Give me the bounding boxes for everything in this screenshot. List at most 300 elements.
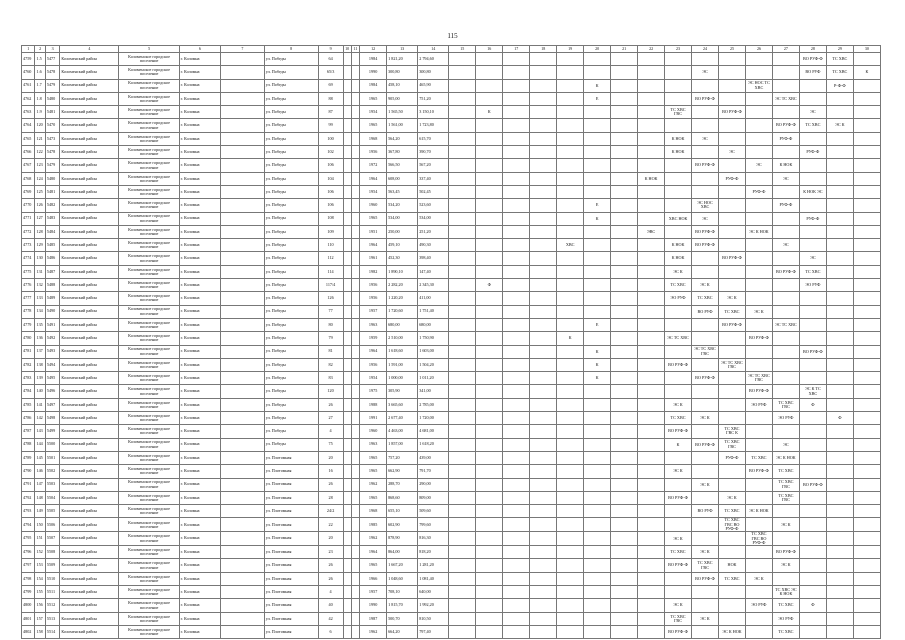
table-cell: 148	[35, 491, 45, 504]
table-cell	[584, 559, 611, 572]
table-cell	[665, 586, 692, 599]
table-row	[22, 239, 881, 252]
table-cell	[745, 438, 772, 451]
table-cell	[638, 53, 665, 66]
table-cell	[665, 372, 692, 385]
table-cell: 4792	[22, 491, 35, 504]
table-cell	[853, 172, 880, 185]
table-cell	[449, 358, 476, 371]
table-cell	[638, 425, 665, 438]
table-cell: Коломенское городское поселение	[119, 559, 179, 572]
table-cell	[611, 612, 638, 625]
table-cell	[503, 532, 530, 546]
table-cell: 5514	[45, 625, 60, 638]
table-cell	[665, 199, 692, 212]
table-cell: ЭС К	[665, 265, 692, 278]
table-cell	[221, 106, 265, 119]
table-cell	[772, 345, 799, 358]
table-cell	[221, 252, 265, 265]
table-cell	[351, 478, 359, 491]
table-cell	[692, 265, 719, 278]
table-cell	[853, 279, 880, 292]
table-cell: 79	[318, 332, 343, 345]
table-cell	[557, 119, 584, 132]
table-cell	[503, 345, 530, 358]
table-cell	[221, 225, 265, 238]
table-cell	[503, 172, 530, 185]
table-cell	[351, 252, 359, 265]
table-cell	[826, 438, 853, 451]
table-cell: Коломенский район	[60, 119, 119, 132]
table-cell: Коломенское городское поселение	[119, 265, 179, 278]
table-cell	[557, 305, 584, 318]
table-cell	[853, 358, 880, 371]
table-cell	[557, 612, 584, 625]
table-cell	[745, 318, 772, 331]
table-cell: 5486	[45, 252, 60, 265]
table-cell	[611, 66, 638, 79]
table-cell	[745, 358, 772, 371]
table-cell: ВО РУФ-Ф	[772, 119, 799, 132]
table-cell	[557, 372, 584, 385]
table-cell: 878,90	[387, 532, 418, 546]
table-cell	[503, 625, 530, 638]
table-cell: Коломенское городское поселение	[119, 159, 179, 172]
table-cell	[503, 265, 530, 278]
table-cell	[826, 106, 853, 119]
table-cell: 1 890,10	[387, 265, 418, 278]
table-cell: 1984	[360, 53, 387, 66]
table-cell: 5503	[45, 478, 60, 491]
table-cell: Коломенское городское поселение	[119, 92, 179, 105]
table-cell: 305,90	[387, 385, 418, 398]
table-cell	[853, 146, 880, 159]
table-cell	[221, 53, 265, 66]
table-cell	[638, 478, 665, 491]
table-cell	[351, 146, 359, 159]
table-cell: 5505	[45, 505, 60, 518]
table-row	[22, 252, 881, 265]
table-cell	[718, 119, 745, 132]
table-cell: 5496	[45, 385, 60, 398]
table-cell: 390,70	[418, 146, 449, 159]
table-cell: г. Коломна	[179, 159, 220, 172]
table-cell: ТС ХВС	[745, 451, 772, 464]
table-cell: 1957	[360, 586, 387, 599]
table-cell	[343, 292, 351, 305]
table-cell: 1951	[360, 225, 387, 238]
table-cell: г. Коломна	[179, 438, 220, 451]
column-number: 8	[264, 46, 318, 53]
table-cell	[638, 505, 665, 518]
table-cell: 4783	[22, 372, 35, 385]
table-cell: 5499	[45, 425, 60, 438]
table-cell	[826, 358, 853, 371]
table-cell: 109	[318, 225, 343, 238]
table-cell: 1984	[360, 79, 387, 92]
table-cell	[853, 239, 880, 252]
table-cell: г. Коломна	[179, 358, 220, 371]
table-cell	[343, 212, 351, 225]
table-cell: ВО РУФ-Ф	[718, 106, 745, 119]
table-cell	[826, 239, 853, 252]
table-cell	[503, 212, 530, 225]
table-cell: 1.6	[35, 66, 45, 79]
table-cell	[665, 92, 692, 105]
table-cell	[530, 119, 557, 132]
table-cell	[530, 66, 557, 79]
table-cell	[584, 159, 611, 172]
table-cell	[692, 398, 719, 411]
table-cell: 69	[318, 79, 343, 92]
column-number: 1	[22, 46, 35, 53]
table-cell	[692, 53, 719, 66]
table-cell	[718, 612, 745, 625]
table-row	[22, 398, 881, 411]
table-cell: 4761	[22, 79, 35, 92]
table-cell: 146	[35, 465, 45, 478]
table-cell	[853, 532, 880, 546]
column-number: 27	[772, 46, 799, 53]
table-cell: г. Коломна	[179, 559, 220, 572]
table-cell: РУФ-Ф	[718, 451, 745, 464]
table-cell	[221, 546, 265, 559]
table-row	[22, 119, 881, 132]
table-cell	[557, 451, 584, 464]
table-cell: Коломенское городское поселение	[119, 372, 179, 385]
table-cell: Коломенский район	[60, 465, 119, 478]
table-cell	[221, 146, 265, 159]
table-cell	[745, 491, 772, 504]
table-cell: Коломенское городское поселение	[119, 438, 179, 451]
table-cell: К	[584, 345, 611, 358]
table-row	[22, 372, 881, 385]
table-cell	[853, 332, 880, 345]
table-cell	[557, 172, 584, 185]
column-number: 22	[638, 46, 665, 53]
table-cell: 65/3	[318, 66, 343, 79]
table-cell	[351, 79, 359, 92]
table-cell: 1963	[360, 318, 387, 331]
table-cell	[853, 491, 880, 504]
table-cell	[584, 292, 611, 305]
table-cell	[611, 372, 638, 385]
table-cell	[826, 92, 853, 105]
table-cell	[503, 132, 530, 145]
table-cell	[449, 106, 476, 119]
table-cell: ТС ХВС	[772, 465, 799, 478]
table-cell	[476, 572, 503, 585]
table-cell: г. Коломна	[179, 385, 220, 398]
table-cell: ЭО РУФ	[745, 599, 772, 612]
table-cell	[476, 599, 503, 612]
table-cell: ул. Победы	[264, 199, 318, 212]
table-cell: 144	[35, 438, 45, 451]
table-cell: 4790	[22, 465, 35, 478]
table-cell: 905,00	[387, 92, 418, 105]
table-cell: ЭС К	[665, 465, 692, 478]
table-cell: г. Коломна	[179, 132, 220, 145]
table-cell	[449, 572, 476, 585]
table-cell: г. Коломна	[179, 625, 220, 638]
table-cell	[449, 465, 476, 478]
table-cell	[826, 132, 853, 145]
table-cell: 2 794,60	[418, 53, 449, 66]
table-cell	[503, 385, 530, 398]
table-cell	[826, 425, 853, 438]
table-cell	[611, 79, 638, 92]
table-cell: 4779	[22, 318, 35, 331]
table-cell: 1956	[360, 146, 387, 159]
table-cell: 5491	[45, 318, 60, 331]
table-cell: г. Коломна	[179, 79, 220, 92]
table-cell	[718, 185, 745, 198]
table-cell: Коломенский район	[60, 185, 119, 198]
table-cell	[799, 239, 826, 252]
table-cell: 4785	[22, 398, 35, 411]
table-cell	[826, 252, 853, 265]
table-cell	[449, 79, 476, 92]
table-cell	[611, 318, 638, 331]
table-cell	[530, 546, 557, 559]
table-cell	[772, 279, 799, 292]
table-cell	[351, 532, 359, 546]
table-cell	[449, 586, 476, 599]
table-cell	[745, 172, 772, 185]
table-cell: ТС ХВС	[799, 119, 826, 132]
table-cell	[665, 478, 692, 491]
table-cell: 2 785,00	[418, 398, 449, 411]
table-cell	[745, 199, 772, 212]
table-cell	[826, 546, 853, 559]
table-cell: 152	[35, 546, 45, 559]
table-cell: 5477	[45, 53, 60, 66]
table-cell	[772, 572, 799, 585]
table-cell	[718, 279, 745, 292]
table-cell: 864,00	[387, 546, 418, 559]
table-cell: Коломенское городское поселение	[119, 572, 179, 585]
table-cell: ЭО РУФ	[772, 412, 799, 425]
table-cell: К НОК	[638, 172, 665, 185]
table-row	[22, 546, 881, 559]
table-cell: 1 815,70	[387, 599, 418, 612]
table-cell	[530, 106, 557, 119]
table-cell	[853, 412, 880, 425]
table-cell	[557, 599, 584, 612]
table-cell: ТС ХВС ГВС	[772, 478, 799, 491]
table-cell: Коломенский район	[60, 438, 119, 451]
table-cell: 26	[318, 572, 343, 585]
table-cell: Коломенское городское поселение	[119, 146, 179, 159]
table-cell	[476, 586, 503, 599]
table-cell	[584, 532, 611, 546]
table-cell	[221, 185, 265, 198]
table-cell	[557, 292, 584, 305]
table-cell	[530, 586, 557, 599]
table-cell: 141	[35, 398, 45, 411]
table-cell: 4797	[22, 559, 35, 572]
table-cell	[530, 199, 557, 212]
table-cell: ЭС НОС ТС ХВС	[745, 79, 772, 92]
table-cell	[221, 586, 265, 599]
table-cell: ЭС К НОК	[772, 451, 799, 464]
table-row	[22, 385, 881, 398]
table-cell	[476, 292, 503, 305]
column-number: 9	[318, 46, 343, 53]
table-cell	[853, 106, 880, 119]
table-cell: Ф	[799, 398, 826, 411]
table-cell	[449, 518, 476, 532]
table-cell	[557, 425, 584, 438]
table-cell: 4767	[22, 159, 35, 172]
table-cell: 411,00	[418, 292, 449, 305]
table-cell	[351, 518, 359, 532]
table-cell: Коломенское городское поселение	[119, 185, 179, 198]
table-cell	[351, 599, 359, 612]
table-cell	[718, 465, 745, 478]
table-cell: 1965	[360, 491, 387, 504]
table-cell: К	[584, 372, 611, 385]
table-cell: ВО РУФ-Ф	[799, 53, 826, 66]
table-cell: 4765	[22, 132, 35, 145]
table-cell	[853, 559, 880, 572]
table-row	[22, 292, 881, 305]
table-cell	[557, 532, 584, 546]
table-cell: ТС ХВС ЭС К НОК	[772, 586, 799, 599]
table-cell: ул. Плотомная	[264, 625, 318, 638]
table-cell: 20	[318, 532, 343, 546]
table-row	[22, 586, 881, 599]
table-cell	[221, 265, 265, 278]
table-cell	[503, 612, 530, 625]
table-cell: Коломенский район	[60, 385, 119, 398]
table-cell	[584, 279, 611, 292]
table-row	[22, 599, 881, 612]
table-cell	[665, 505, 692, 518]
table-cell: 1968	[360, 132, 387, 145]
table-cell	[826, 146, 853, 159]
table-cell: ЭС ТС ХВС	[665, 332, 692, 345]
table-cell	[503, 239, 530, 252]
table-cell	[584, 586, 611, 599]
table-cell	[745, 106, 772, 119]
table-cell: 288,70	[387, 478, 418, 491]
table-cell	[718, 599, 745, 612]
table-cell: 23	[318, 546, 343, 559]
table-cell	[745, 92, 772, 105]
table-cell	[665, 53, 692, 66]
table-cell: 4801	[22, 612, 35, 625]
table-cell: Коломенское городское поселение	[119, 398, 179, 411]
table-cell: 151	[35, 532, 45, 546]
table-cell	[638, 546, 665, 559]
table-cell: 147	[35, 478, 45, 491]
table-row	[22, 518, 881, 532]
table-cell	[530, 612, 557, 625]
table-cell: Ф	[476, 279, 503, 292]
table-cell	[343, 532, 351, 546]
table-cell	[718, 225, 745, 238]
table-cell	[799, 412, 826, 425]
table-cell	[826, 398, 853, 411]
table-cell: 81	[318, 345, 343, 358]
column-number: 2	[35, 46, 45, 53]
table-cell	[826, 599, 853, 612]
table-cell: 1964	[360, 239, 387, 252]
table-cell	[530, 225, 557, 238]
table-cell: 251,20	[418, 225, 449, 238]
table-cell	[611, 279, 638, 292]
table-cell	[503, 372, 530, 385]
table-cell	[449, 66, 476, 79]
table-cell	[638, 465, 665, 478]
table-cell: 5478	[45, 66, 60, 79]
table-cell: ВО РУФ-Ф	[692, 372, 719, 385]
table-cell	[503, 318, 530, 331]
table-cell	[343, 146, 351, 159]
table-cell: К	[853, 66, 880, 79]
table-cell	[799, 612, 826, 625]
table-cell	[449, 438, 476, 451]
table-cell: 120	[35, 119, 45, 132]
table-cell: 108	[318, 212, 343, 225]
table-cell	[343, 119, 351, 132]
table-cell	[351, 451, 359, 464]
table-cell: Коломенское городское поселение	[119, 132, 179, 145]
table-cell: 708,10	[387, 586, 418, 599]
table-cell	[530, 372, 557, 385]
table-cell	[221, 478, 265, 491]
table-cell	[343, 279, 351, 292]
table-row	[22, 491, 881, 504]
table-cell	[343, 185, 351, 198]
table-cell	[692, 318, 719, 331]
table-cell	[826, 518, 853, 532]
table-cell	[799, 425, 826, 438]
table-cell	[611, 532, 638, 546]
table-cell	[503, 358, 530, 371]
table-cell	[853, 212, 880, 225]
table-cell	[351, 159, 359, 172]
table-cell: ул. Победы	[264, 106, 318, 119]
table-cell: 28	[318, 491, 343, 504]
table-cell	[718, 212, 745, 225]
table-cell	[530, 385, 557, 398]
table-cell	[503, 451, 530, 464]
table-cell: 5488	[45, 279, 60, 292]
column-number: 13	[387, 46, 418, 53]
table-cell: 1 591,00	[387, 358, 418, 371]
register-table	[21, 45, 881, 639]
table-row	[22, 358, 881, 371]
table-cell: 4774	[22, 252, 35, 265]
table-cell: ЭС	[692, 132, 719, 145]
table-cell	[351, 66, 359, 79]
table-cell	[476, 612, 503, 625]
table-cell: ВО РУФ-Ф	[718, 252, 745, 265]
table-cell: ТС ХВС ГВС К	[718, 425, 745, 438]
column-number: 16	[476, 46, 503, 53]
table-cell	[557, 212, 584, 225]
table-cell	[530, 252, 557, 265]
table-cell: ТС ХВС	[718, 572, 745, 585]
table-cell: 4771	[22, 212, 35, 225]
table-cell: 1954	[360, 372, 387, 385]
table-cell	[221, 505, 265, 518]
table-row	[22, 318, 881, 331]
table-cell: 500,70	[387, 612, 418, 625]
table-cell	[530, 572, 557, 585]
